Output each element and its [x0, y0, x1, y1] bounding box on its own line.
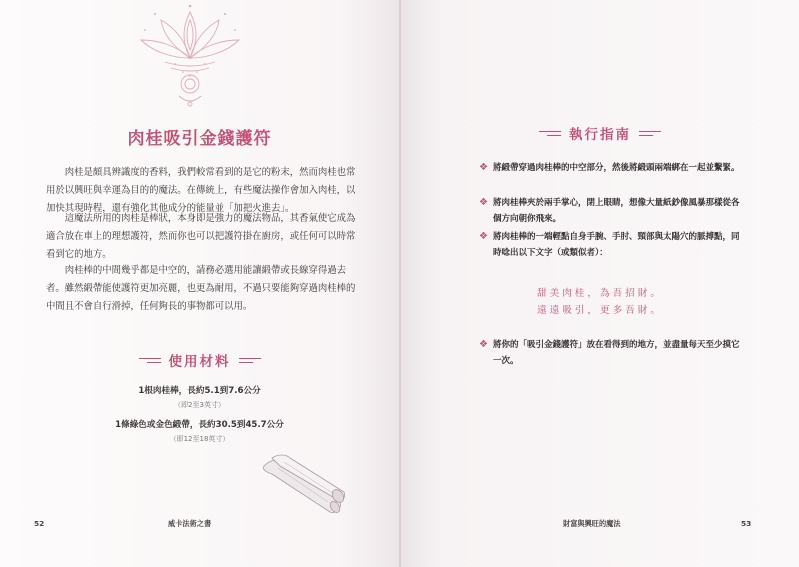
step-text: 將肉桂棒夾於兩手掌心，閉上眼睛，想像大量紙鈔像風暴那樣從各個方向朝你飛來。: [493, 198, 740, 224]
running-title: 威卡法術之書: [168, 519, 212, 528]
diamond-bullet-icon: ❖: [479, 162, 488, 173]
heading-ornament-left: [139, 357, 161, 364]
chant-line: 甜美肉桂，為吾招財。: [537, 288, 663, 299]
lotus-ornament: [135, 0, 245, 112]
paragraph-text: 肉桂是頗具辨識度的香料，我們較常看到的是它的粉末，然而肉桂也常用於以興旺與幸運為目的的魔法。在傳統上，有些魔法操作會加入肉桂，以加快其現時程，還有強化其他成分的能量並「加把火進去」。: [46, 167, 356, 214]
page-title: 肉桂吸引金錢護符: [127, 129, 272, 149]
diamond-bullet-icon: ❖: [479, 339, 488, 350]
step-item: [479, 160, 741, 176]
heading-ornament-right: [239, 357, 261, 364]
material-item: [0, 384, 399, 410]
paragraph-text: 這魔法所用的肉桂是棒狀，本身即是強力的魔法物品，其香氣使它成為適合放在車上的理想護符，然而你也可以把護符掛在廚房，或任何可以時常看到它的地方。: [46, 213, 356, 260]
left-page: [0, 0, 399, 567]
diamond-bullet-icon: ❖: [479, 197, 488, 208]
paragraph-usage: [46, 210, 362, 264]
heading-ornament-left: [539, 130, 561, 137]
step-text: 將緞帶穿過肉桂棒的中空部分，然後將緞頭兩端綁在一起並繫緊。: [493, 163, 740, 173]
instructions-heading: [401, 123, 799, 143]
material-item: [0, 418, 399, 444]
material-sub: （即2至3英寸）: [174, 401, 225, 409]
step-item: [479, 195, 741, 227]
chant-line: 遠遠吸引，更多吾財。: [537, 305, 663, 316]
step-text: 將肉桂棒的一端輕點自身手腕、手肘、頸部與太陽穴的脈搏點，同時唸出以下文字（或類似者）：: [493, 232, 740, 258]
heading-ornament-right: [639, 130, 661, 137]
material-main: 1根肉桂棒，長約5.1到7.6公分: [138, 386, 261, 396]
paragraph-ribbon: [46, 262, 362, 316]
instructions-heading-text: 執行指南: [569, 127, 631, 143]
paragraph-text: 肉桂棒的中間幾乎都是中空的，請務必選用能讓緞帶或長線穿得過去者。雖然緞帶能使護符更加亮麗，也更為耐用，不過只要能夠穿過肉桂棒的中間且不會自行滑掉，任何夠長的事物都可以用。: [46, 265, 356, 312]
materials-heading: [0, 350, 399, 370]
page-number: 53: [741, 519, 752, 528]
materials-heading-text: 使用材料: [168, 354, 231, 370]
step-text: 將你的「吸引金錢護符」放在看得到的地方，並盡量每天至少摸它一次。: [493, 340, 740, 366]
page-number: 52: [34, 519, 45, 528]
right-page: [401, 0, 799, 567]
diamond-bullet-icon: ❖: [479, 231, 488, 242]
material-sub: （即12至18英寸）: [169, 435, 230, 443]
running-title: 財富與興旺的魔法: [563, 519, 621, 528]
step-item: [479, 337, 741, 369]
cinnamon-stick-illustration: [258, 448, 348, 518]
material-main: 1條綠色或金色緞帶，長約30.5到45.7公分: [115, 420, 284, 430]
step-item: [479, 229, 741, 261]
